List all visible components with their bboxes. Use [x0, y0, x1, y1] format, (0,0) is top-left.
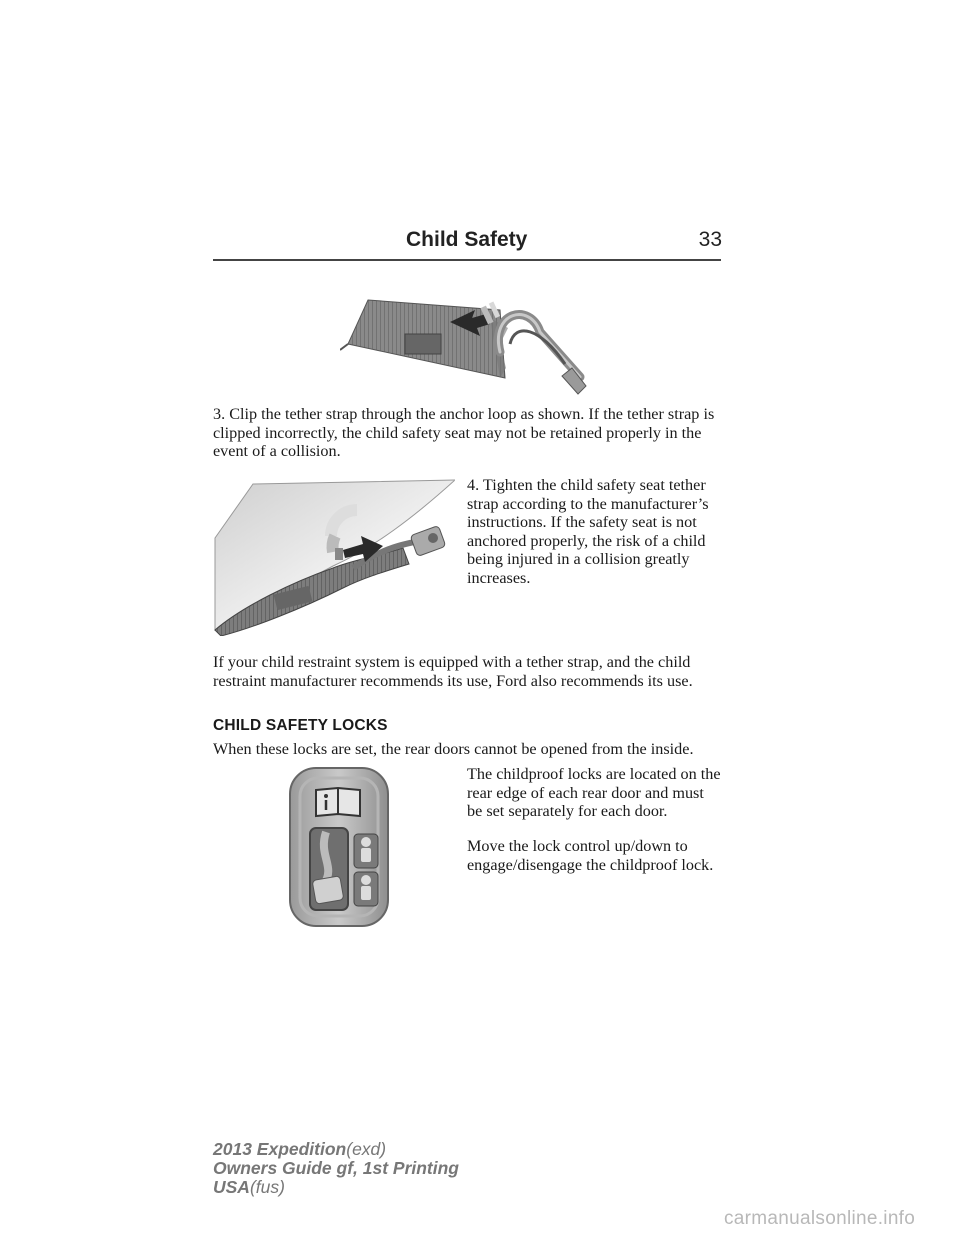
footer-market-code: (fus): [249, 1177, 285, 1197]
footer-line-1: [213, 1140, 386, 1159]
header-divider: [213, 259, 721, 261]
page-header-title: Child Safety: [406, 228, 528, 251]
page-number: 33: [698, 228, 722, 251]
locks-operation-text: Move the lock control up/down to engage/disengage the childproof lock.: [467, 837, 714, 874]
footer-model-code: (exd): [346, 1139, 387, 1159]
step-4-text: 4. Tighten the child safety seat tether strap according to the manufacturer’s instructions. If the safety seat is not anchored properly, the risk of a child being injured in a collision greatly increases.: [467, 476, 709, 587]
locks-intro-text: When these locks are set, the rear doors cannot be opened from the inside.: [213, 740, 694, 758]
step-3-text: 3. Clip the tether strap through the anchor loop as shown. If the tether strap is clipped incorrectly, the child safety seat may not be retained properly in the event of a collision.: [213, 405, 715, 460]
tether-note-text: If your child restraint system is equipped with a tether strap, and the child restraint manufacturer recommends its use, Ford also recommends its use.: [213, 653, 693, 690]
locks-location-text: The childproof locks are located on the rear edge of each rear door and must be set separately for each door.: [467, 765, 721, 820]
footer-model: 2013 Expedition: [213, 1139, 347, 1159]
section-heading-child-safety-locks: CHILD SAFETY LOCKS: [213, 717, 388, 734]
tether-tighten-icon: [213, 478, 455, 636]
footer-market: USA: [213, 1177, 250, 1197]
tether-anchor-loop-icon: [340, 292, 600, 398]
footer-line-3: [213, 1178, 285, 1197]
footer-line-2: Owners Guide gf, 1st Printing: [213, 1158, 459, 1178]
childproof-lock-icon: [288, 766, 390, 928]
watermark-text: carmanualsonline.info: [724, 1208, 916, 1229]
